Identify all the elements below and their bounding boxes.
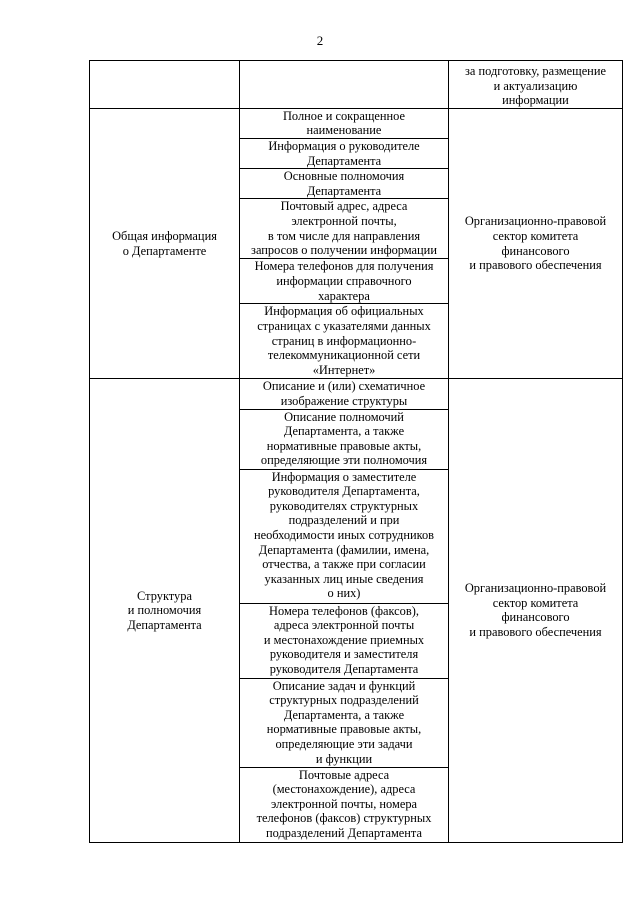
category-cell: [90, 108, 240, 379]
item-text: Описание задач и функций структурных подразделений Департамента, а также нормативные правовые акты, определяющие эти задачи и функции: [266, 678, 422, 766]
item-cell: [240, 603, 449, 678]
item-cell: [240, 304, 449, 379]
table-row: [90, 61, 623, 109]
item-cell: [240, 259, 449, 304]
page-number: 2: [316, 33, 324, 48]
responsible-text: за подготовку, размещение и актуализацию информации: [465, 64, 606, 108]
item-cell: [240, 469, 449, 603]
table-row: [90, 379, 623, 409]
item-text: Полное и сокращенное наименование: [282, 108, 406, 138]
responsible-text: Организационно-правовой сектор комитета финансового и правового обеспечения: [464, 214, 607, 273]
responsible-cell: [449, 61, 623, 109]
category-text: Структура и полномочия Департамента: [127, 588, 202, 632]
item-cell: [240, 678, 449, 767]
responsible-cell: [449, 108, 623, 379]
category-text: Общая информация о Департаменте: [112, 228, 217, 258]
item-text: Информация об официальных страницах с указателями данных страниц в информационно- телекоммуникационной сети «Интернет»: [257, 304, 431, 377]
item-text: Информация о руководителе Департамента: [268, 138, 420, 168]
item-cell: [240, 169, 449, 199]
responsible-cell: [449, 379, 623, 842]
item-text: Почтовые адреса (местонахождение), адреса электронной почты, номера телефонов (факсов) структурных подразделений Департамента: [256, 767, 432, 840]
category-cell: [90, 379, 240, 842]
information-table: [89, 60, 623, 843]
item-cell: [240, 138, 449, 168]
item-cell: [240, 767, 449, 842]
table-row: [90, 108, 623, 138]
item-cell: [240, 409, 449, 469]
item-cell: [240, 61, 449, 109]
item-cell: [240, 108, 449, 138]
item-text: Номера телефонов (факсов), адреса электронной почты и местонахождение приемных руководителя и заместителя руководителя Департамента: [263, 603, 425, 676]
responsible-text: Организационно-правовой сектор комитета финансового и правового обеспечения: [464, 581, 607, 640]
item-text: Информация о заместителе руководителя Департамента, руководителях структурных подразделений и при необходимости иных сотрудников Департамента (фамилии, имена, отчества, а также при согласии указанных лиц иные сведения о них): [253, 469, 435, 601]
item-cell: [240, 379, 449, 409]
item-text: Основные полномочия Департамента: [283, 169, 405, 198]
item-cell: [240, 199, 449, 259]
item-text: Описание полномочий Департамента, а также нормативные правовые акты, определяющие эти полномочия: [260, 409, 428, 468]
item-text: Номера телефонов для получения информации справочного характера: [254, 259, 434, 303]
item-text: Почтовый адрес, адреса электронной почты, в том числе для направления запросов о получении информации: [251, 199, 437, 258]
item-text: Описание и (или) схематичное изображение структуры: [262, 379, 426, 408]
category-cell: [90, 61, 240, 109]
